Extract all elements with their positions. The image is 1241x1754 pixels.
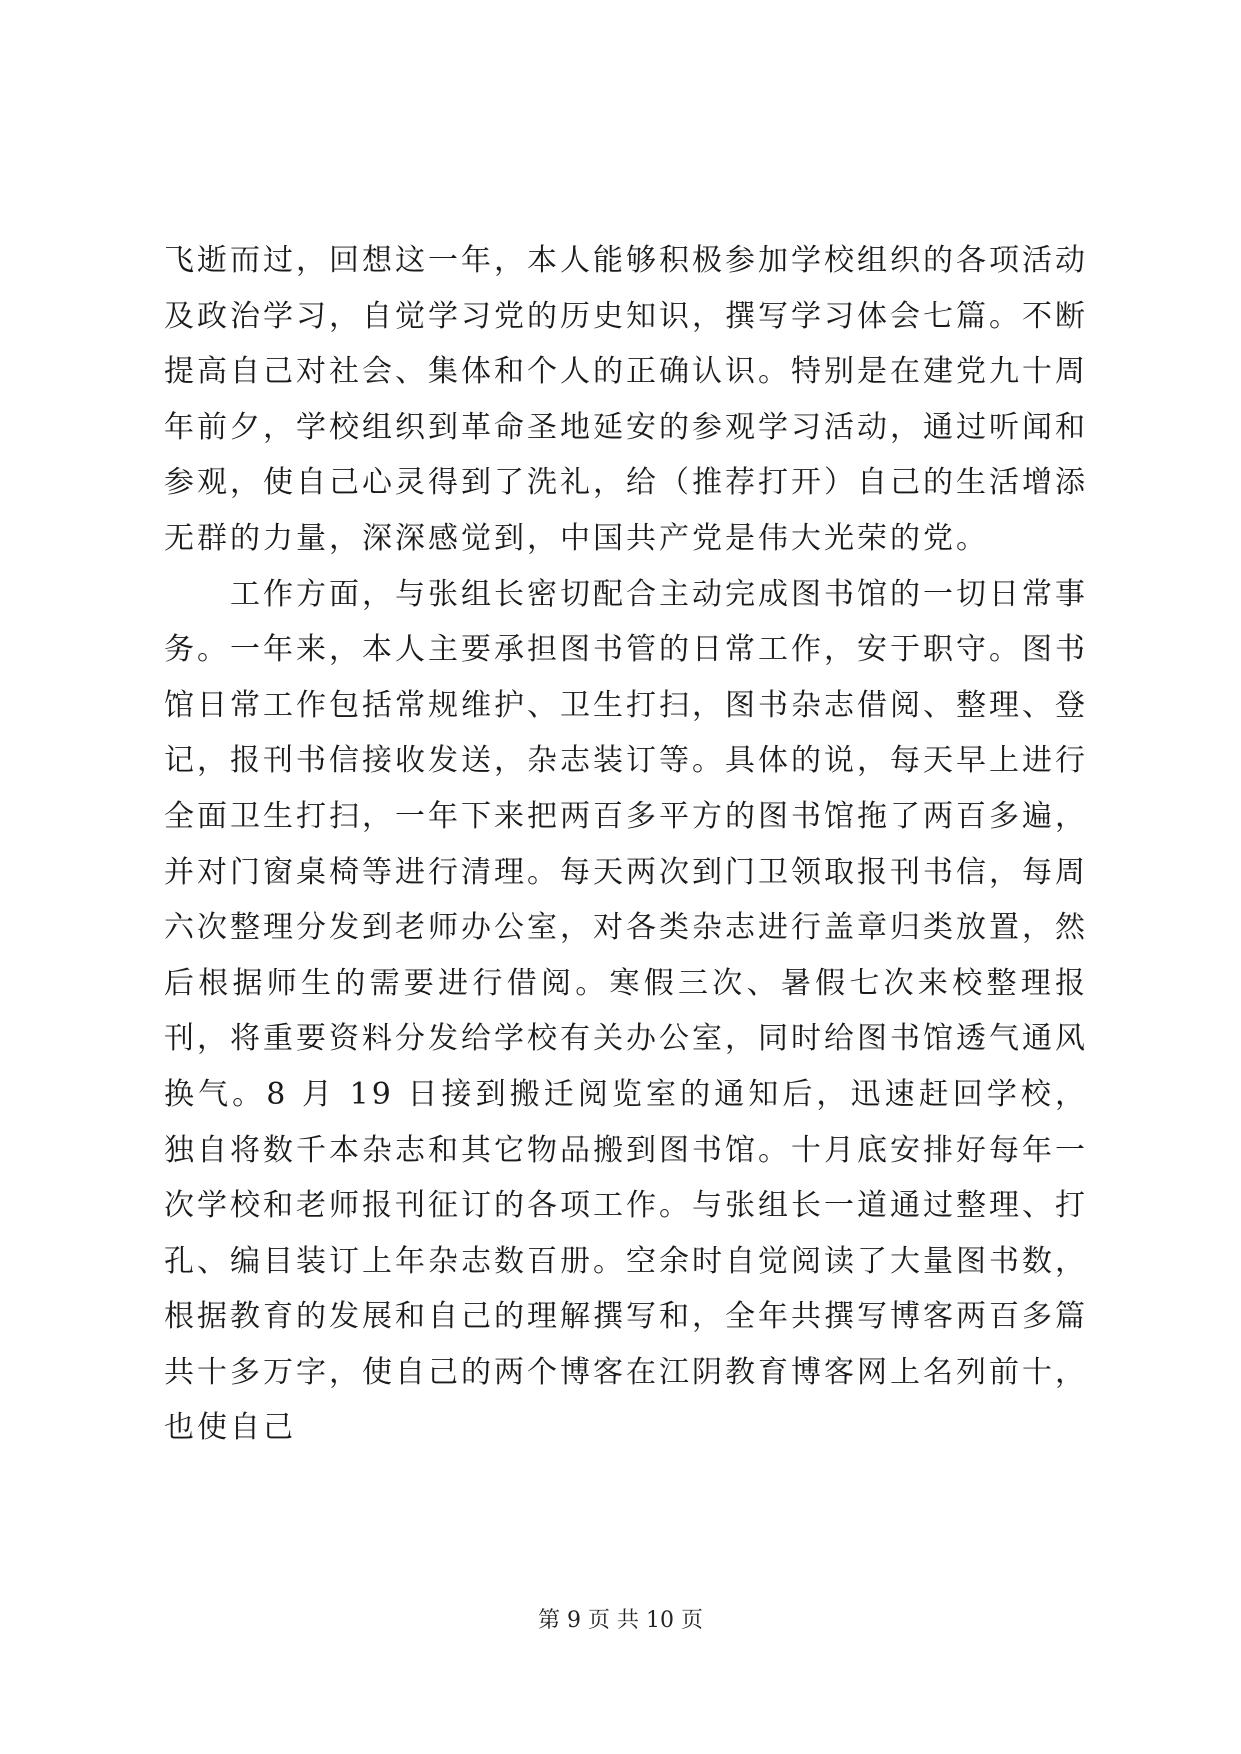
page-number-footer: 第 9 页 共 10 页 bbox=[538, 1608, 703, 1633]
paragraph-1: 飞逝而过，回想这一年，本人能够积极参加学校组织的各项活动及政治学习，自觉学习党的历史知识，撰写学习体会七篇。不断提高自己对社会、集体和个人的正确认识。特别是在建党九十周年前夕，学校组织到革命圣地延安的参观学习活动，通过听闻和参观，使自己心灵得到了洗礼，给（推荐打开）自己的生活增添无群的力量，深深感觉到，中国共产党是伟大光荣的党。 bbox=[164, 243, 1088, 556]
paragraph-2: 工作方面，与张组长密切配合主动完成图书馆的一切日常事务。一年来，本人主要承担图书管的日常工作，安于职守。图书馆日常工作包括常规维护、卫生打扫，图书杂志借阅、整理、登记，报刊书信接收发送，杂志装订等。具体的说，每天早上进行全面卫生打扫，一年下来把两百多平方的图书馆拖了两百多遍，并对门窗桌椅等进行清理。每天两次到门卫领取报刊书信，每周六次整理分发到老师办公室，对各类杂志进行盖章归类放置，然后根据师生的需要进行借阅。寒假三次、暑假七次来校整理报刊，将重要资料分发给学校有关办公室，同时给图书馆透气通风换气。8 月 19 日接到搬迁阅览室的通知后，迅速赶回学校，独自将数千本杂志和其它物品搬到图书馆。十月底安排好每年一次学校和老师报刊征订的各项工作。与张组长一道通过整理、打孔、编目装订上年杂志数百册。空余时自觉阅读了大量图书数，根据教育的发展和自己的理解撰写和，全年共撰写博客两百多篇共十多万字，使自己的两个博客在江阴教育博客网上名列前十，也使自己 bbox=[164, 576, 1088, 1446]
document-body bbox=[164, 233, 1088, 1456]
